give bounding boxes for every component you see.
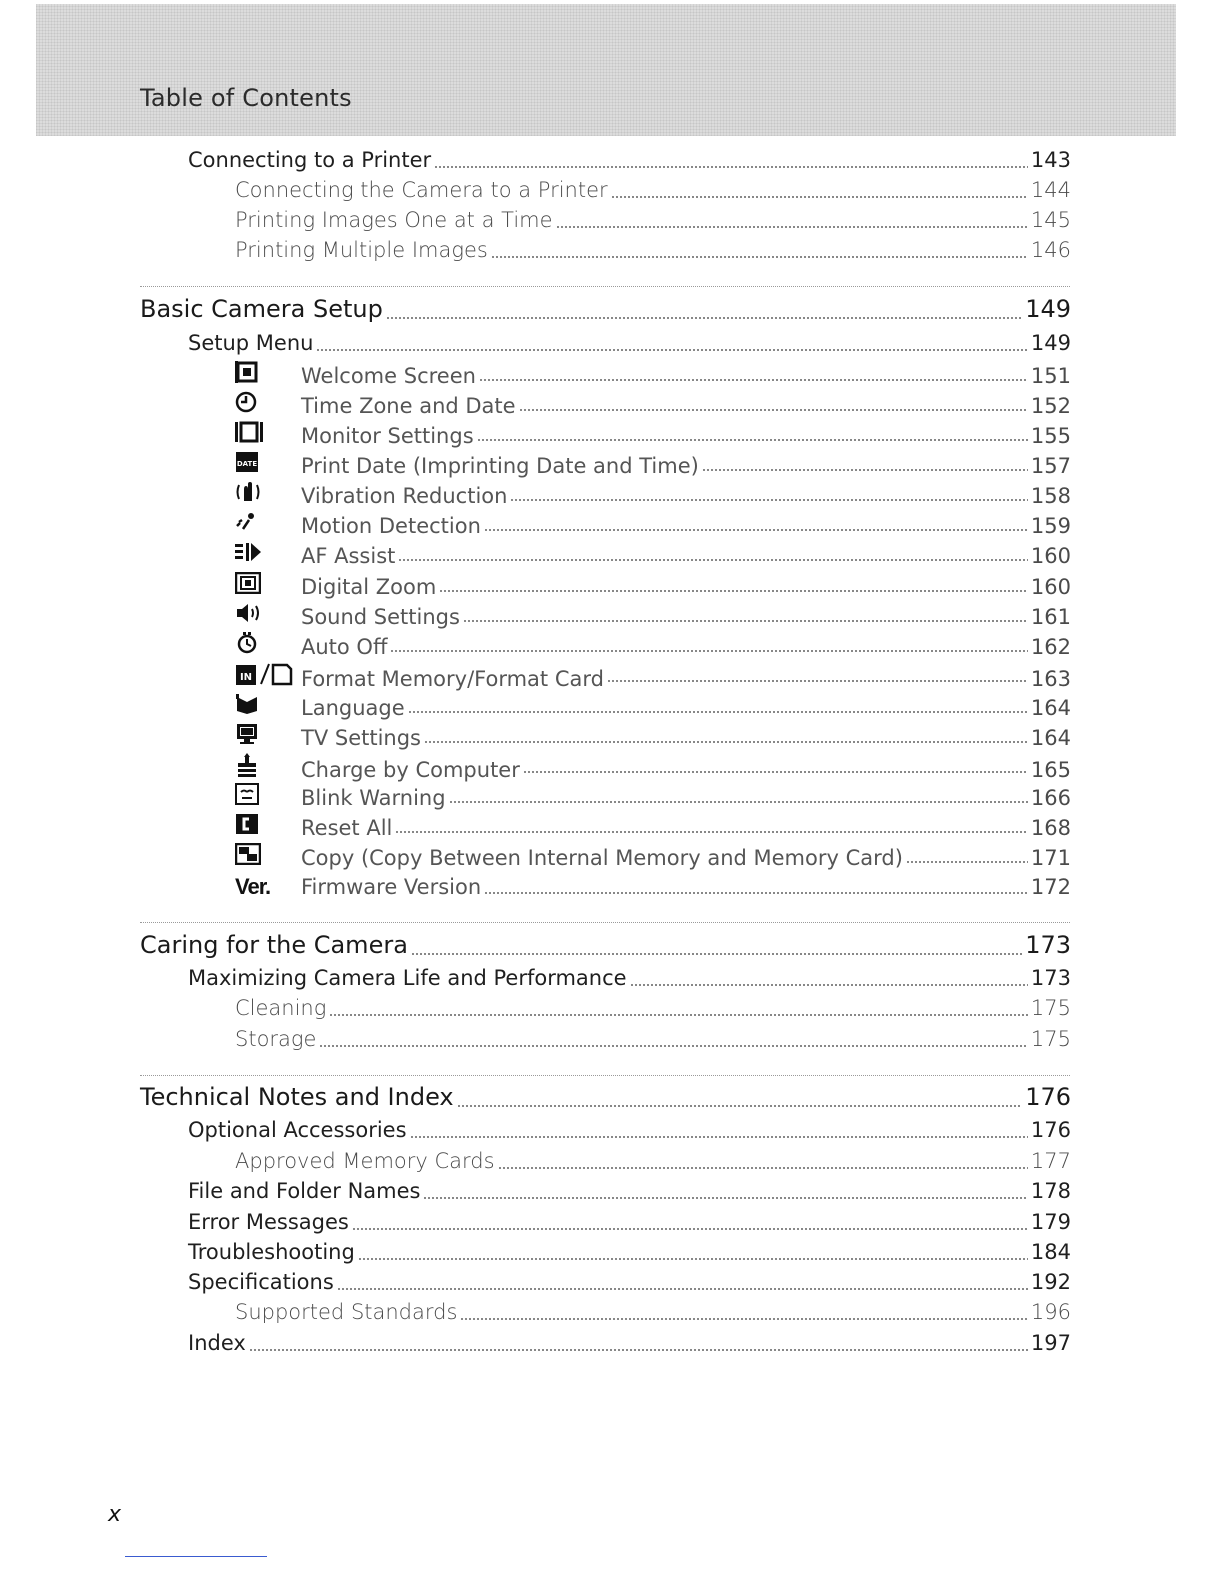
dot-leader <box>906 860 1028 864</box>
toc-subsection-entry[interactable] <box>235 481 1071 507</box>
toc-subsection-entry[interactable] <box>235 208 1071 234</box>
toc-subsection-entry[interactable] <box>235 843 1071 869</box>
auto-off-icon <box>235 632 301 654</box>
toc-page-number: 196 <box>1030 1300 1071 1325</box>
firmware-version-icon: Ver. <box>235 874 271 900</box>
toc-page-number: 192 <box>1030 1270 1071 1295</box>
toc-entry-label: Language <box>301 696 405 721</box>
toc-subsection-entry[interactable] <box>235 391 1071 417</box>
toc-entry-label: Error Messages <box>188 1210 349 1235</box>
toc-page-number: 162 <box>1030 635 1071 660</box>
toc-page-number: 145 <box>1030 208 1071 233</box>
toc-subsection-entry[interactable] <box>235 1149 1071 1175</box>
toc-entry-label: Sound Settings <box>301 605 460 630</box>
toc-chapter-entry[interactable] <box>140 1083 1071 1113</box>
motion-detection-icon <box>235 511 301 533</box>
toc-page-number: 151 <box>1030 364 1071 389</box>
dot-leader <box>352 1227 1028 1231</box>
toc-subsection-entry[interactable] <box>235 602 1071 628</box>
toc-page-number: 168 <box>1030 816 1071 841</box>
dot-leader <box>329 1013 1028 1017</box>
toc-subsection-entry[interactable] <box>235 753 1071 783</box>
toc-entry-label: TV Settings <box>301 726 422 751</box>
dot-leader <box>390 649 1027 653</box>
toc-entry-label: Connecting to a Printer <box>188 148 432 173</box>
blink-warning-icon <box>235 783 301 805</box>
charge-icon <box>235 753 301 777</box>
dot-leader <box>702 468 1028 472</box>
toc-page-number: 161 <box>1030 605 1071 630</box>
dot-leader <box>498 1166 1028 1170</box>
toc-page-number: 175 <box>1030 996 1071 1021</box>
toc-section-entry[interactable] <box>188 1331 1071 1357</box>
toc-subsection-entry[interactable] <box>235 238 1071 264</box>
toc-page-number: 163 <box>1030 667 1071 692</box>
toc-entry-label: Vibration Reduction <box>301 484 508 509</box>
toc-page-number: 152 <box>1030 394 1071 419</box>
tv-icon <box>235 723 301 745</box>
toc-subsection-entry[interactable] <box>235 783 1071 809</box>
toc-subsection-entry[interactable] <box>235 572 1071 598</box>
toc-page-number: 149 <box>1030 331 1071 356</box>
dot-leader <box>519 408 1028 412</box>
dot-leader <box>510 498 1027 502</box>
dot-leader <box>434 165 1028 169</box>
page-title: Table of Contents <box>140 84 352 112</box>
dot-leader <box>319 1044 1027 1048</box>
toc-subsection-entry[interactable] <box>235 874 1071 900</box>
page-number: x <box>108 1502 122 1527</box>
dot-leader <box>460 1317 1027 1321</box>
date-stamp-icon <box>235 451 301 473</box>
toc-entry-label: Basic Camera Setup <box>140 295 383 324</box>
svg-text:IN: IN <box>239 672 253 684</box>
dot-leader <box>398 558 1028 562</box>
toc-subsection-entry[interactable] <box>235 421 1071 447</box>
toc-chapter-entry[interactable] <box>140 931 1071 961</box>
dot-leader <box>484 891 1028 895</box>
format-memory-icon <box>235 662 301 686</box>
toc-entry-label: Charge by Computer <box>301 758 520 783</box>
sound-icon <box>235 602 301 624</box>
dot-leader <box>316 348 1027 352</box>
toc-entry-label: Index <box>188 1331 246 1356</box>
dot-leader <box>395 830 1028 834</box>
toc-entry-label: AF Assist <box>301 544 396 569</box>
toc-page-number: 149 <box>1025 295 1071 324</box>
toc-page-number: 172 <box>1030 875 1071 900</box>
dot-leader <box>423 1196 1027 1200</box>
dot-leader <box>386 316 1022 320</box>
toc-entry-label: File and Folder Names <box>188 1179 421 1204</box>
toc-section-entry[interactable] <box>188 1118 1071 1144</box>
toc-entry-label: Firmware Version <box>301 875 482 900</box>
toc-subsection-entry[interactable] <box>235 511 1071 537</box>
toc-subsection-entry[interactable] <box>235 178 1071 204</box>
toc-page-number: 164 <box>1030 726 1071 751</box>
toc-section-entry[interactable] <box>188 1240 1071 1266</box>
toc-entry-label: Supported Standards <box>235 1300 458 1325</box>
dot-leader <box>484 528 1028 532</box>
svg-text:DATE: DATE <box>236 460 258 469</box>
toc-page-number: 179 <box>1030 1210 1071 1235</box>
toc-entry-label: Technical Notes and Index <box>140 1083 454 1112</box>
dot-leader <box>411 952 1022 956</box>
toc-section-entry[interactable] <box>188 331 1071 357</box>
toc-page-number: 143 <box>1030 148 1071 173</box>
toc-page-number: 165 <box>1030 758 1071 783</box>
toc-page-number: 197 <box>1030 1331 1071 1356</box>
toc-page-number: 166 <box>1030 786 1071 811</box>
toc-entry-label: Connecting the Camera to a Printer <box>235 178 608 203</box>
toc-entry-label: Auto Off <box>301 635 388 660</box>
toc-entry-label: Approved Memory Cards <box>235 1149 495 1174</box>
toc-entry-label: Reset All <box>301 816 393 841</box>
toc-subsection-entry[interactable] <box>235 451 1071 477</box>
toc-page-number: 178 <box>1030 1179 1071 1204</box>
dot-leader <box>449 800 1028 804</box>
toc-entry-label: Digital Zoom <box>301 575 437 600</box>
dot-leader <box>523 770 1028 774</box>
footer-rule <box>125 1556 267 1557</box>
dot-leader <box>463 619 1028 623</box>
toc-entry-label: Cleaning <box>235 996 327 1021</box>
toc-entry-label: Storage <box>235 1027 317 1052</box>
af-assist-icon <box>235 541 301 563</box>
toc-subsection-entry[interactable] <box>235 662 1071 692</box>
toc-section-entry[interactable] <box>188 1210 1071 1236</box>
toc-entry-label: Format Memory/Format Card <box>301 667 604 692</box>
digital-zoom-icon <box>235 572 301 594</box>
toc-subsection-entry[interactable] <box>235 1300 1071 1326</box>
welcome-screen-icon <box>235 361 301 383</box>
toc-entry-label: Printing Multiple Images <box>235 238 488 263</box>
toc-page-number: 164 <box>1030 696 1071 721</box>
toc-page-number: 176 <box>1025 1083 1071 1112</box>
toc-entry-label: Printing Images One at a Time <box>235 208 553 233</box>
toc-subsection-entry[interactable] <box>235 813 1071 839</box>
dot-leader <box>607 679 1028 683</box>
vibration-reduction-icon <box>235 481 301 503</box>
toc-page-number: 177 <box>1030 1149 1071 1174</box>
toc-entry-label: Copy (Copy Between Internal Memory and Memory Card) <box>301 846 903 871</box>
toc-entry-label: Troubleshooting <box>188 1240 355 1265</box>
dot-leader <box>630 983 1028 987</box>
toc-page-number: 184 <box>1030 1240 1071 1265</box>
toc-page-number: 155 <box>1030 424 1071 449</box>
monitor-icon <box>235 421 301 443</box>
toc-section-entry[interactable] <box>188 966 1071 992</box>
toc-section-entry[interactable] <box>188 148 1071 174</box>
toc-subsection-entry[interactable] <box>235 541 1071 567</box>
dot-leader <box>249 1348 1028 1352</box>
toc-page-number: 158 <box>1030 484 1071 509</box>
toc-subsection-entry[interactable] <box>235 361 1071 387</box>
toc-page-number: 160 <box>1030 544 1071 569</box>
toc-page-number: 146 <box>1030 238 1071 263</box>
reset-icon <box>235 813 301 835</box>
dot-leader <box>439 589 1028 593</box>
toc-page-number: 175 <box>1030 1027 1071 1052</box>
toc-chapter-entry[interactable] <box>140 295 1071 325</box>
toc-entry-label: Welcome Screen <box>301 364 476 389</box>
dot-leader <box>358 1257 1028 1261</box>
toc-page-number: 157 <box>1030 454 1071 479</box>
dot-leader <box>491 255 1028 259</box>
dot-leader <box>337 1287 1028 1291</box>
toc-subsection-entry[interactable] <box>235 632 1071 658</box>
section-divider <box>140 1075 1070 1076</box>
toc-entry-label: Caring for the Camera <box>140 931 408 960</box>
section-divider <box>140 286 1070 287</box>
dot-leader <box>479 378 1028 382</box>
clock-icon <box>235 391 301 413</box>
header-band <box>36 4 1176 136</box>
toc-page-number: 160 <box>1030 575 1071 600</box>
toc-page-number: 144 <box>1030 178 1071 203</box>
dot-leader <box>611 195 1028 199</box>
language-icon <box>235 693 301 715</box>
toc-section-entry[interactable] <box>188 1270 1071 1296</box>
toc-entry-label: Blink Warning <box>301 786 446 811</box>
toc-page-number: 171 <box>1030 846 1071 871</box>
toc-page-number: 176 <box>1030 1118 1071 1143</box>
toc-section-entry[interactable] <box>188 1179 1071 1205</box>
section-divider <box>140 922 1070 923</box>
dot-leader <box>556 225 1028 229</box>
toc-entry-label: Maximizing Camera Life and Performance <box>188 966 627 991</box>
toc-subsection-entry[interactable] <box>235 693 1071 719</box>
dot-leader <box>408 710 1028 714</box>
toc-subsection-entry[interactable] <box>235 723 1071 749</box>
toc-entry-label: Motion Detection <box>301 514 481 539</box>
toc-subsection-entry[interactable] <box>235 996 1071 1022</box>
toc-entry-label: Monitor Settings <box>301 424 474 449</box>
toc-page-number: 159 <box>1030 514 1071 539</box>
toc-entry-label: Specifications <box>188 1270 334 1295</box>
toc-page-number: 173 <box>1030 966 1071 991</box>
dot-leader <box>477 438 1028 442</box>
toc-entry-label: Time Zone and Date <box>301 394 516 419</box>
toc-subsection-entry[interactable] <box>235 1027 1071 1053</box>
dot-leader <box>410 1135 1028 1139</box>
toc-page-number: 173 <box>1025 931 1071 960</box>
toc-entry-label: Print Date (Imprinting Date and Time) <box>301 454 699 479</box>
copy-icon <box>235 843 301 865</box>
toc-entry-label: Setup Menu <box>188 331 314 356</box>
dot-leader <box>424 740 1028 744</box>
toc-entry-label: Optional Accessories <box>188 1118 407 1143</box>
dot-leader <box>457 1104 1023 1108</box>
